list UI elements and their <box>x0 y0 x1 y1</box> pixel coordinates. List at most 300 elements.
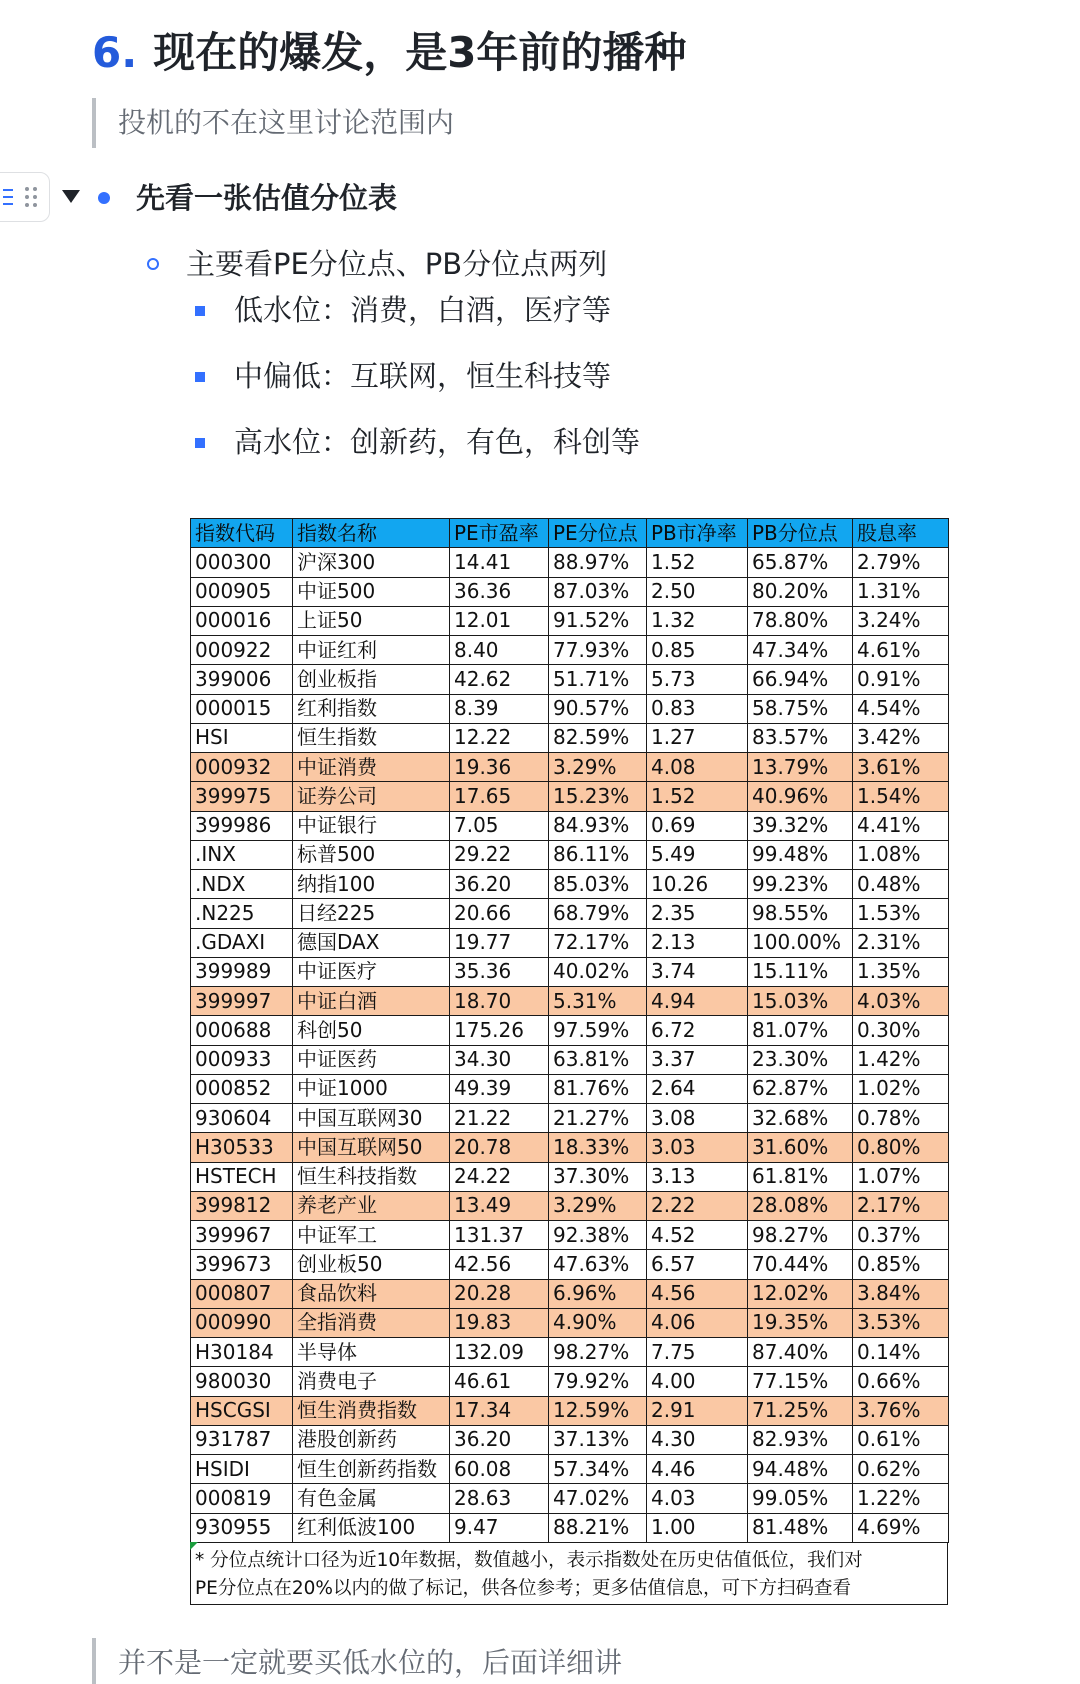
bullet-square-icon <box>195 372 205 382</box>
block-handle[interactable] <box>0 172 50 222</box>
column-header: 指数名称 <box>293 519 450 548</box>
table-cell: 29.22 <box>450 840 549 869</box>
table-cell: 2.22 <box>647 1191 748 1220</box>
table-cell: 49.39 <box>450 1074 549 1103</box>
table-row-highlighted <box>191 753 949 782</box>
table-cell: 36.20 <box>450 1425 549 1454</box>
table-cell: 3.13 <box>647 1162 748 1191</box>
table-cell: 399989 <box>191 957 293 986</box>
table-cell: 000015 <box>191 694 293 723</box>
table-cell: 中证红利 <box>293 636 450 665</box>
table-cell: 1.52 <box>647 548 748 577</box>
table-cell: 000300 <box>191 548 293 577</box>
table-row <box>191 1045 949 1074</box>
table-cell: H30184 <box>191 1338 293 1367</box>
table-cell: 77.15% <box>748 1367 853 1396</box>
table-cell: 399986 <box>191 811 293 840</box>
table-cell: 4.56 <box>647 1279 748 1308</box>
table-cell: 恒生指数 <box>293 723 450 752</box>
table-cell: 20.78 <box>450 1133 549 1162</box>
table-cell: 3.37 <box>647 1045 748 1074</box>
table-cell: 创业板50 <box>293 1250 450 1279</box>
valuation-table-image[interactable] <box>190 518 948 1605</box>
outline-item-level2[interactable] <box>186 242 607 286</box>
table-cell: 食品饮料 <box>293 1279 450 1308</box>
table-cell: 4.52 <box>647 1221 748 1250</box>
table-row <box>191 1162 949 1191</box>
table-cell: 1.35% <box>853 957 949 986</box>
outline-item-level3[interactable] <box>234 288 611 332</box>
table-cell: HSI <box>191 723 293 752</box>
table-row-highlighted <box>191 1191 949 1220</box>
list-type-icon <box>3 189 13 207</box>
table-cell: 3.29% <box>549 753 647 782</box>
table-cell: 1.02% <box>853 1074 949 1103</box>
table-cell: 6.96% <box>549 1279 647 1308</box>
table-cell: 980030 <box>191 1367 293 1396</box>
table-cell: 2.64 <box>647 1074 748 1103</box>
table-cell: 中国互联网30 <box>293 1104 450 1133</box>
table-row <box>191 606 949 635</box>
table-cell: 12.01 <box>450 606 549 635</box>
quote-text: 并不是一定就要买低水位的，后面详细讲 <box>118 1646 623 1679</box>
table-cell: 1.31% <box>853 577 949 606</box>
table-cell: 21.27% <box>549 1104 647 1133</box>
table-cell: 51.71% <box>549 665 647 694</box>
table-row <box>191 1425 949 1454</box>
table-cell: HSCGSI <box>191 1396 293 1425</box>
table-cell: 纳指100 <box>293 870 450 899</box>
table-cell: 35.36 <box>450 957 549 986</box>
column-header: 指数代码 <box>191 519 293 548</box>
collapse-toggle-icon[interactable] <box>62 190 80 203</box>
column-header: PB分位点 <box>748 519 853 548</box>
column-header: PE市盈率 <box>450 519 549 548</box>
table-cell: 61.81% <box>748 1162 853 1191</box>
table-cell: 37.13% <box>549 1425 647 1454</box>
table-cell: 63.81% <box>549 1045 647 1074</box>
table-cell: 3.08 <box>647 1104 748 1133</box>
table-cell: 4.61% <box>853 636 949 665</box>
table-cell: 4.08 <box>647 753 748 782</box>
table-cell: 91.52% <box>549 606 647 635</box>
table-cell: 12.22 <box>450 723 549 752</box>
table-cell: 5.73 <box>647 665 748 694</box>
table-cell: 6.72 <box>647 1016 748 1045</box>
table-row <box>191 577 949 606</box>
cell-marker-icon <box>190 1542 198 1550</box>
table-cell: .NDX <box>191 870 293 899</box>
table-cell: 19.83 <box>450 1308 549 1337</box>
table-cell: 中证军工 <box>293 1221 450 1250</box>
table-cell: 66.94% <box>748 665 853 694</box>
outline-item-text: 高水位：创新药，有色，科创等 <box>234 425 641 459</box>
table-cell: 42.62 <box>450 665 549 694</box>
table-cell: 399967 <box>191 1221 293 1250</box>
table-cell: 36.36 <box>450 577 549 606</box>
table-cell: 0.48% <box>853 870 949 899</box>
table-row <box>191 899 949 928</box>
table-cell: 31.60% <box>748 1133 853 1162</box>
table-cell: 4.54% <box>853 694 949 723</box>
table-cell: 2.31% <box>853 928 949 957</box>
table-header-row <box>191 519 949 548</box>
table-cell: 000933 <box>191 1045 293 1074</box>
heading-title: 现在的爆发，是3年前的播种 <box>153 28 687 77</box>
table-cell: 5.31% <box>549 987 647 1016</box>
table-cell: 37.30% <box>549 1162 647 1191</box>
table-cell: 9.47 <box>450 1513 549 1542</box>
table-cell: 47.34% <box>748 636 853 665</box>
table-cell: 1.07% <box>853 1162 949 1191</box>
table-cell: 72.17% <box>549 928 647 957</box>
bullet-square-icon <box>195 306 205 316</box>
table-cell: 2.17% <box>853 1191 949 1220</box>
table-cell: 中证1000 <box>293 1074 450 1103</box>
table-cell: 养老产业 <box>293 1191 450 1220</box>
table-cell: 1.53% <box>853 899 949 928</box>
table-cell: 88.97% <box>549 548 647 577</box>
outline-item-level1[interactable] <box>136 176 397 220</box>
outline-item-level3[interactable] <box>234 354 611 398</box>
table-cell: 94.48% <box>748 1455 853 1484</box>
table-cell: 99.23% <box>748 870 853 899</box>
table-cell: 4.03 <box>647 1484 748 1513</box>
table-cell: 399006 <box>191 665 293 694</box>
table-cell: 19.77 <box>450 928 549 957</box>
column-header: PE分位点 <box>549 519 647 548</box>
table-cell: 47.63% <box>549 1250 647 1279</box>
table-footnote <box>190 1543 948 1605</box>
table-cell: 81.48% <box>748 1513 853 1542</box>
table-cell: .N225 <box>191 899 293 928</box>
table-cell: 2.79% <box>853 548 949 577</box>
table-cell: 4.94 <box>647 987 748 1016</box>
table-cell: 4.69% <box>853 1513 949 1542</box>
table-cell: 10.26 <box>647 870 748 899</box>
table-cell: 7.75 <box>647 1338 748 1367</box>
table-cell: 0.62% <box>853 1455 949 1484</box>
table-row <box>191 665 949 694</box>
table-cell: 62.87% <box>748 1074 853 1103</box>
table-cell: 港股创新药 <box>293 1425 450 1454</box>
table-cell: 19.36 <box>450 753 549 782</box>
table-cell: 中国互联网50 <box>293 1133 450 1162</box>
bullet-dot-icon <box>98 192 110 204</box>
table-cell: 132.09 <box>450 1338 549 1367</box>
table-cell: 有色金属 <box>293 1484 450 1513</box>
table-cell: 0.66% <box>853 1367 949 1396</box>
table-cell: 000922 <box>191 636 293 665</box>
outline-item-text: 低水位：消费，白酒，医疗等 <box>234 293 612 327</box>
drag-handle-icon[interactable] <box>25 187 37 207</box>
table-cell: 57.34% <box>549 1455 647 1484</box>
table-cell: 399673 <box>191 1250 293 1279</box>
quote-block-bottom <box>92 1638 622 1684</box>
table-cell: 8.39 <box>450 694 549 723</box>
table-cell: 3.42% <box>853 723 949 752</box>
table-row <box>191 1016 949 1045</box>
table-row <box>191 928 949 957</box>
table-row <box>191 957 949 986</box>
table-cell: 1.22% <box>853 1484 949 1513</box>
table-cell: 2.91 <box>647 1396 748 1425</box>
table-cell: 83.57% <box>748 723 853 752</box>
table-cell: 88.21% <box>549 1513 647 1542</box>
table-cell: 4.90% <box>549 1308 647 1337</box>
table-row-highlighted <box>191 1133 949 1162</box>
table-cell: 79.92% <box>549 1367 647 1396</box>
table-cell: 3.74 <box>647 957 748 986</box>
table-cell: 98.27% <box>549 1338 647 1367</box>
table-cell: 36.20 <box>450 870 549 899</box>
table-cell: 81.07% <box>748 1016 853 1045</box>
table-cell: 0.30% <box>853 1016 949 1045</box>
table-cell: 2.35 <box>647 899 748 928</box>
table-cell: 000016 <box>191 606 293 635</box>
table-cell: 4.03% <box>853 987 949 1016</box>
table-cell: 18.33% <box>549 1133 647 1162</box>
table-row-highlighted <box>191 1396 949 1425</box>
table-cell: 中证白酒 <box>293 987 450 1016</box>
table-cell: 86.11% <box>549 840 647 869</box>
table-cell: 2.13 <box>647 928 748 957</box>
table-cell: 14.41 <box>450 548 549 577</box>
table-cell: 399812 <box>191 1191 293 1220</box>
table-cell: 399975 <box>191 782 293 811</box>
table-row <box>191 870 949 899</box>
table-cell: 000932 <box>191 753 293 782</box>
table-cell: 28.08% <box>748 1191 853 1220</box>
table-cell: 92.38% <box>549 1221 647 1250</box>
table-cell: 恒生科技指数 <box>293 1162 450 1191</box>
column-header: 股息率 <box>853 519 949 548</box>
table-cell: 20.28 <box>450 1279 549 1308</box>
table-cell: HSIDI <box>191 1455 293 1484</box>
outline-item-text: 中偏低：互联网，恒生科技等 <box>234 359 612 393</box>
table-cell: 399997 <box>191 987 293 1016</box>
table-cell: 46.61 <box>450 1367 549 1396</box>
table-cell: 恒生创新药指数 <box>293 1455 450 1484</box>
table-cell: 0.37% <box>853 1221 949 1250</box>
table-cell: 0.91% <box>853 665 949 694</box>
table-cell: 87.40% <box>748 1338 853 1367</box>
table-cell: 18.70 <box>450 987 549 1016</box>
footnote-line: PE分位点在20%以内的做了标记，供各位参考；更多估值信息，可下方扫码查看 <box>195 1577 851 1599</box>
table-row-highlighted <box>191 987 949 1016</box>
table-cell: 931787 <box>191 1425 293 1454</box>
table-cell: 15.23% <box>549 782 647 811</box>
table-cell: 21.22 <box>450 1104 549 1133</box>
table-cell: 82.59% <box>549 723 647 752</box>
table-row <box>191 1338 949 1367</box>
table-cell: 97.59% <box>549 1016 647 1045</box>
table-cell: 4.00 <box>647 1367 748 1396</box>
table-cell: 82.93% <box>748 1425 853 1454</box>
table-cell: 3.76% <box>853 1396 949 1425</box>
table-cell: 红利低波100 <box>293 1513 450 1542</box>
table-cell: 17.34 <box>450 1396 549 1425</box>
table-cell: 1.08% <box>853 840 949 869</box>
table-cell: 100.00% <box>748 928 853 957</box>
table-row <box>191 548 949 577</box>
table-cell: 红利指数 <box>293 694 450 723</box>
table-cell: 3.29% <box>549 1191 647 1220</box>
table-cell: 4.30 <box>647 1425 748 1454</box>
table-cell: 39.32% <box>748 811 853 840</box>
table-cell: 5.49 <box>647 840 748 869</box>
table-cell: .INX <box>191 840 293 869</box>
table-cell: 77.93% <box>549 636 647 665</box>
table-cell: 1.54% <box>853 782 949 811</box>
table-cell: 1.52 <box>647 782 748 811</box>
table-cell: 半导体 <box>293 1338 450 1367</box>
table-cell: 13.79% <box>748 753 853 782</box>
table-cell: 60.08 <box>450 1455 549 1484</box>
table-cell: 中证医药 <box>293 1045 450 1074</box>
table-cell: 78.80% <box>748 606 853 635</box>
valuation-table <box>190 518 949 1543</box>
heading-number: 6. <box>92 28 138 77</box>
table-cell: 68.79% <box>549 899 647 928</box>
table-row-highlighted <box>191 782 949 811</box>
table-cell: 70.44% <box>748 1250 853 1279</box>
table-cell: 65.87% <box>748 548 853 577</box>
table-cell: 24.22 <box>450 1162 549 1191</box>
table-cell: 1.42% <box>853 1045 949 1074</box>
table-cell: 17.65 <box>450 782 549 811</box>
table-cell: 8.40 <box>450 636 549 665</box>
table-cell: 中证银行 <box>293 811 450 840</box>
table-cell: 42.56 <box>450 1250 549 1279</box>
table-cell: 沪深300 <box>293 548 450 577</box>
table-row <box>191 1484 949 1513</box>
table-cell: 0.85 <box>647 636 748 665</box>
table-cell: 98.55% <box>748 899 853 928</box>
table-cell: 000905 <box>191 577 293 606</box>
table-row <box>191 1455 949 1484</box>
table-cell: 15.11% <box>748 957 853 986</box>
table-cell: 34.30 <box>450 1045 549 1074</box>
table-cell: 2.50 <box>647 577 748 606</box>
table-cell: 1.27 <box>647 723 748 752</box>
table-cell: 40.96% <box>748 782 853 811</box>
table-cell: 84.93% <box>549 811 647 840</box>
column-header: PB市净率 <box>647 519 748 548</box>
table-cell: 上证50 <box>293 606 450 635</box>
table-cell: 13.49 <box>450 1191 549 1220</box>
table-cell: 0.61% <box>853 1425 949 1454</box>
table-row <box>191 1513 949 1542</box>
table-cell: 中证医疗 <box>293 957 450 986</box>
table-cell: 80.20% <box>748 577 853 606</box>
table-cell: 创业板指 <box>293 665 450 694</box>
table-cell: 71.25% <box>748 1396 853 1425</box>
table-cell: 3.03 <box>647 1133 748 1162</box>
table-cell: HSTECH <box>191 1162 293 1191</box>
table-cell: 28.63 <box>450 1484 549 1513</box>
table-cell: 4.46 <box>647 1455 748 1484</box>
table-cell: 99.48% <box>748 840 853 869</box>
table-cell: 20.66 <box>450 899 549 928</box>
table-cell: .GDAXI <box>191 928 293 957</box>
table-cell: 0.69 <box>647 811 748 840</box>
table-cell: 恒生消费指数 <box>293 1396 450 1425</box>
table-cell: 6.57 <box>647 1250 748 1279</box>
table-cell: 0.85% <box>853 1250 949 1279</box>
table-cell: 930955 <box>191 1513 293 1542</box>
table-cell: 全指消费 <box>293 1308 450 1337</box>
bullet-circle-icon <box>147 258 159 270</box>
table-cell: 德国DAX <box>293 928 450 957</box>
table-row-highlighted <box>191 1308 949 1337</box>
table-cell: 98.27% <box>748 1221 853 1250</box>
table-cell: 15.03% <box>748 987 853 1016</box>
table-row <box>191 723 949 752</box>
table-row <box>191 1104 949 1133</box>
table-cell: 930604 <box>191 1104 293 1133</box>
table-cell: 87.03% <box>549 577 647 606</box>
outline-item-text: 主要看PE分位点、PB分位点两列 <box>186 247 608 281</box>
table-cell: 000807 <box>191 1279 293 1308</box>
table-cell: 12.59% <box>549 1396 647 1425</box>
table-cell: 中证消费 <box>293 753 450 782</box>
table-cell: 81.76% <box>549 1074 647 1103</box>
table-cell: 0.80% <box>853 1133 949 1162</box>
table-cell: 3.24% <box>853 606 949 635</box>
table-cell: 19.35% <box>748 1308 853 1337</box>
table-row <box>191 840 949 869</box>
quote-block-top <box>92 98 454 148</box>
table-cell: H30533 <box>191 1133 293 1162</box>
table-cell: 12.02% <box>748 1279 853 1308</box>
table-row <box>191 1250 949 1279</box>
table-cell: 23.30% <box>748 1045 853 1074</box>
footnote-line: * 分位点统计口径为近10年数据，数值越小，表示指数处在历史估值低位，我们对 <box>195 1549 863 1571</box>
section-heading <box>92 22 686 84</box>
table-row <box>191 694 949 723</box>
table-cell: 99.05% <box>748 1484 853 1513</box>
table-row <box>191 1367 949 1396</box>
table-cell: 1.32 <box>647 606 748 635</box>
table-cell: 科创50 <box>293 1016 450 1045</box>
table-cell: 3.53% <box>853 1308 949 1337</box>
table-cell: 日经225 <box>293 899 450 928</box>
table-cell: 0.83 <box>647 694 748 723</box>
table-cell: 标普500 <box>293 840 450 869</box>
outline-item-text: 先看一张估值分位表 <box>136 181 398 215</box>
table-cell: 85.03% <box>549 870 647 899</box>
quote-text: 投机的不在这里讨论范围内 <box>118 106 455 139</box>
table-cell: 证券公司 <box>293 782 450 811</box>
table-cell: 3.61% <box>853 753 949 782</box>
table-row <box>191 811 949 840</box>
table-cell: 000688 <box>191 1016 293 1045</box>
table-cell: 7.05 <box>450 811 549 840</box>
outline-item-level3[interactable] <box>234 420 640 464</box>
table-cell: 中证500 <box>293 577 450 606</box>
table-row <box>191 1074 949 1103</box>
table-row <box>191 636 949 665</box>
table-cell: 175.26 <box>450 1016 549 1045</box>
table-row <box>191 1221 949 1250</box>
table-row-highlighted <box>191 1279 949 1308</box>
bullet-square-icon <box>195 438 205 448</box>
table-cell: 131.37 <box>450 1221 549 1250</box>
table-cell: 32.68% <box>748 1104 853 1133</box>
table-cell: 4.06 <box>647 1308 748 1337</box>
table-cell: 4.41% <box>853 811 949 840</box>
